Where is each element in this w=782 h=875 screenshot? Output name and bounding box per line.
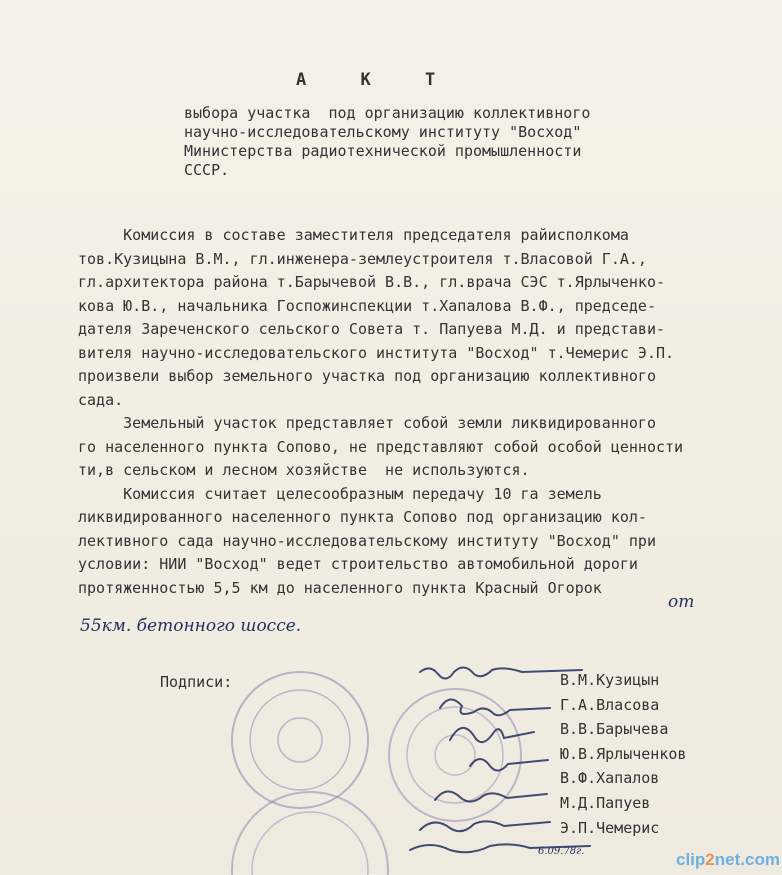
body-line: ти,в сельском и лесном хозяйстве не используются. (78, 461, 530, 479)
signatory-name: В.М.Кузицын (560, 671, 660, 689)
signatory-name: В.В.Барычева (560, 720, 669, 739)
official-stamp-bottom (225, 785, 395, 875)
body-line: сада. (78, 390, 124, 409)
subtitle-line: СССР. (184, 161, 230, 179)
watermark-part: 2 (705, 850, 715, 869)
signatory-name: Ю.В.Ярлыченков (560, 744, 687, 763)
watermark-part: net.com (714, 850, 780, 869)
document-title: А К Т (296, 70, 458, 90)
body-line: Комиссия в составе заместителя председателя райисполкома (78, 226, 629, 244)
signatory-name: Г.А.Власова (560, 695, 660, 714)
body-line: лективного сада научно-исследовательскому институту "Восход" при (78, 531, 656, 550)
body-line: протяженностью 5,5 км до населенного пункта Красный Огорок (78, 578, 602, 597)
subtitle-line: Министерства радиотехнической промышленности (184, 142, 582, 160)
signatures-label: Подписи: (160, 673, 233, 691)
body-line: гл.архитектора района т.Барычевой В.В., гл.врача СЭС т.Ярлыченко- (78, 273, 665, 291)
signatory-name: В.Ф.Хапалов (560, 769, 660, 788)
body-line: кова Ю.В., начальника Госпожинспекции т.Хапалова В.Ф., председе- (78, 296, 656, 315)
body-line: Комиссия считает целесообразным передачу 10 га земель (78, 484, 602, 503)
signatory-name: Э.П.Чемерис (560, 818, 660, 837)
body-line: условии: НИИ "Восход" ведет строительство автомобильной дороги (78, 555, 638, 573)
document-body (78, 224, 758, 600)
body-line: произвели выбор земельного участка под организацию коллективного (78, 367, 656, 385)
body-line: Земельный участок представляет собой земли ликвидированного (78, 414, 656, 432)
body-line: дателя Зареченского сельского Совета т. Папуева М.Д. и представи- (78, 320, 665, 338)
body-line: тов.Кузицына В.М., гл.инженера-землеустроителя т.Власовой Г.А., (78, 249, 647, 268)
watermark-logo (676, 850, 780, 870)
handwritten-tail: от (668, 592, 695, 612)
subtitle-line: выбора участка под организацию коллективного (184, 104, 591, 122)
body-line: ликвидированного населенного пункта Сопово под организацию кол- (78, 508, 647, 526)
signatories-list (560, 668, 686, 840)
signatory-name: М.Д.Папуев (560, 793, 651, 812)
watermark-part: clip (676, 850, 706, 869)
body-line: го населенного пункта Сопово, не представляют собой особой ценности (78, 437, 684, 456)
body-line: вителя научно-исследовательского института "Восход" т.Чемерис Э.П. (78, 343, 675, 362)
subtitle-line: научно-исследовательскому институту "Восход" (184, 123, 582, 141)
document-subtitle (184, 104, 590, 180)
handwritten-date: 6.09.78г. (538, 846, 585, 857)
handwritten-line: 55км. бетонного шоссе. (80, 616, 302, 636)
